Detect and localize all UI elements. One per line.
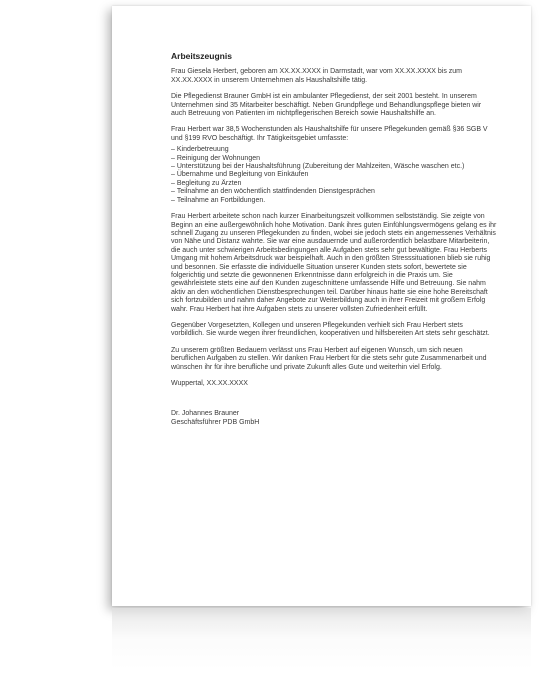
conduct-paragraph: Gegenüber Vorgesetzten, Kollegen und unseren Pflegekunden verhielt sich Frau Herbert stets vorbildlich. Sie wurde wegen ihrer freundlichen, kooperativen und hilfsbereiten Art stets sehr geschätzt. xyxy=(171,321,490,338)
closing-paragraph: Zu unserem größten Bedauern verlässt uns Frau Herbert auf eigenen Wunsch, um sich neuen beruflichen Aufgaben zu stellen. Wir danken Frau Herbert für die stets sehr gute Zusammenarbeit und wünschen ihr für ihre berufliche und private Zukunft alles Gute und weiterhin viel Erfolg. xyxy=(171,346,487,371)
place-date: Wuppertal, XX.XX.XXXX xyxy=(171,380,248,387)
task-item: – Teilnahme an Fortbildungen. xyxy=(171,197,501,205)
document-title: Arbeitszeugnis xyxy=(171,51,232,61)
task-item: – Unterstützung bei der Haushaltsführung (Zubereitung der Mahlzeiten, Wäsche waschen etc.) xyxy=(171,163,501,171)
signature-block xyxy=(171,410,501,427)
intro-paragraph: Frau Giesela Herbert, geboren am XX.XX.XXXX in Darmstadt, war vom XX.XX.XXXX bis zum XX.XX.XXXX in unserem Unternehmen als Haushaltshilfe tätig. xyxy=(171,68,463,84)
company-paragraph: Die Pflegedienst Brauner GmbH ist ein ambulanter Pflegedienst, der seit 2001 besteht. In unserem Unternehmen sind 35 Mitarbeiter beschäftigt. Neben Grundpflege und Behandlungspflege bieten wir auch Betreuung von Patienten im nichtpflegerischen Bereich sowie Haushaltshilfe an. xyxy=(171,93,482,118)
page-reflection xyxy=(112,608,531,670)
document-page xyxy=(112,6,531,606)
duties-intro-paragraph: Frau Herbert war 38,5 Wochenstunden als Haushaltshilfe für unsere Pflegekunden gemäß §36 SGB V und §199 RVO beschäftigt. Ihr Tätigkeitsgebiet umfasste: xyxy=(171,126,488,142)
task-item: – Übernahme und Begleitung von Einkäufen xyxy=(171,171,501,179)
task-item: – Reinigung der Wohnungen xyxy=(171,155,501,163)
task-item: – Teilnahme an den wöchentlich stattfindenden Dienstgesprächen xyxy=(171,188,501,196)
task-item: – Begleitung zu Ärzten xyxy=(171,180,501,188)
task-item: – Kinderbetreuung xyxy=(171,146,501,154)
signatory-role: Geschäftsführer PDB GmbH xyxy=(171,418,260,426)
performance-paragraph: Frau Herbert arbeitete schon nach kurzer Einarbeitungszeit vollkommen selbstständig. Sie zeigte von Beginn an eine außergewöhnlich hohe Motivation. Dank ihres guten Einfühlungsvermögens gelang es ihr schnell Zugang zu unseren Pflegekunden zu finden, wobei sie jedoch stets ein angemessenes Verhältnis von Nähe und Distanz wahrte. Sie war eine ausdauernde und außerordentlich belastbare Mitarbeiterin, die auch unter schwierigen Arbeitsbedingungen alle Aufgaben stets sehr gut bewältigte. Frau Herberts Umgang mit hohem Arbeitsdruck war beispielhaft. Auch in den größten Stresssituationen blieb sie ruhig und besonnen. Sie erfasste die individuelle Situation unserer Kunden stets sofort, bewertete sie folgerichtig und setzte die gewonnenen Erkenntnisse dann erfolgreich in die Praxis um. Sie gewährleistete stets eine auf den Kunden zugeschnittene umfassende Hilfe und Betreuung. Sie nahm aktiv an den wöchentlichen Dienstbesprechungen teil. Darüber hinaus hatte sie eine hohe Bereitschaft sich fortzubilden und nahm daher Angebote zur Weiterbildung auch in ihrer Freizeit mit großem Erfolg wahr. Frau Herbert hat ihre Aufgaben stets zu unserer vollsten Zufriedenheit erfüllt. xyxy=(171,213,497,313)
task-list xyxy=(171,146,501,205)
document-body xyxy=(171,52,501,427)
signatory-name: Dr. Johannes Brauner xyxy=(171,410,240,418)
